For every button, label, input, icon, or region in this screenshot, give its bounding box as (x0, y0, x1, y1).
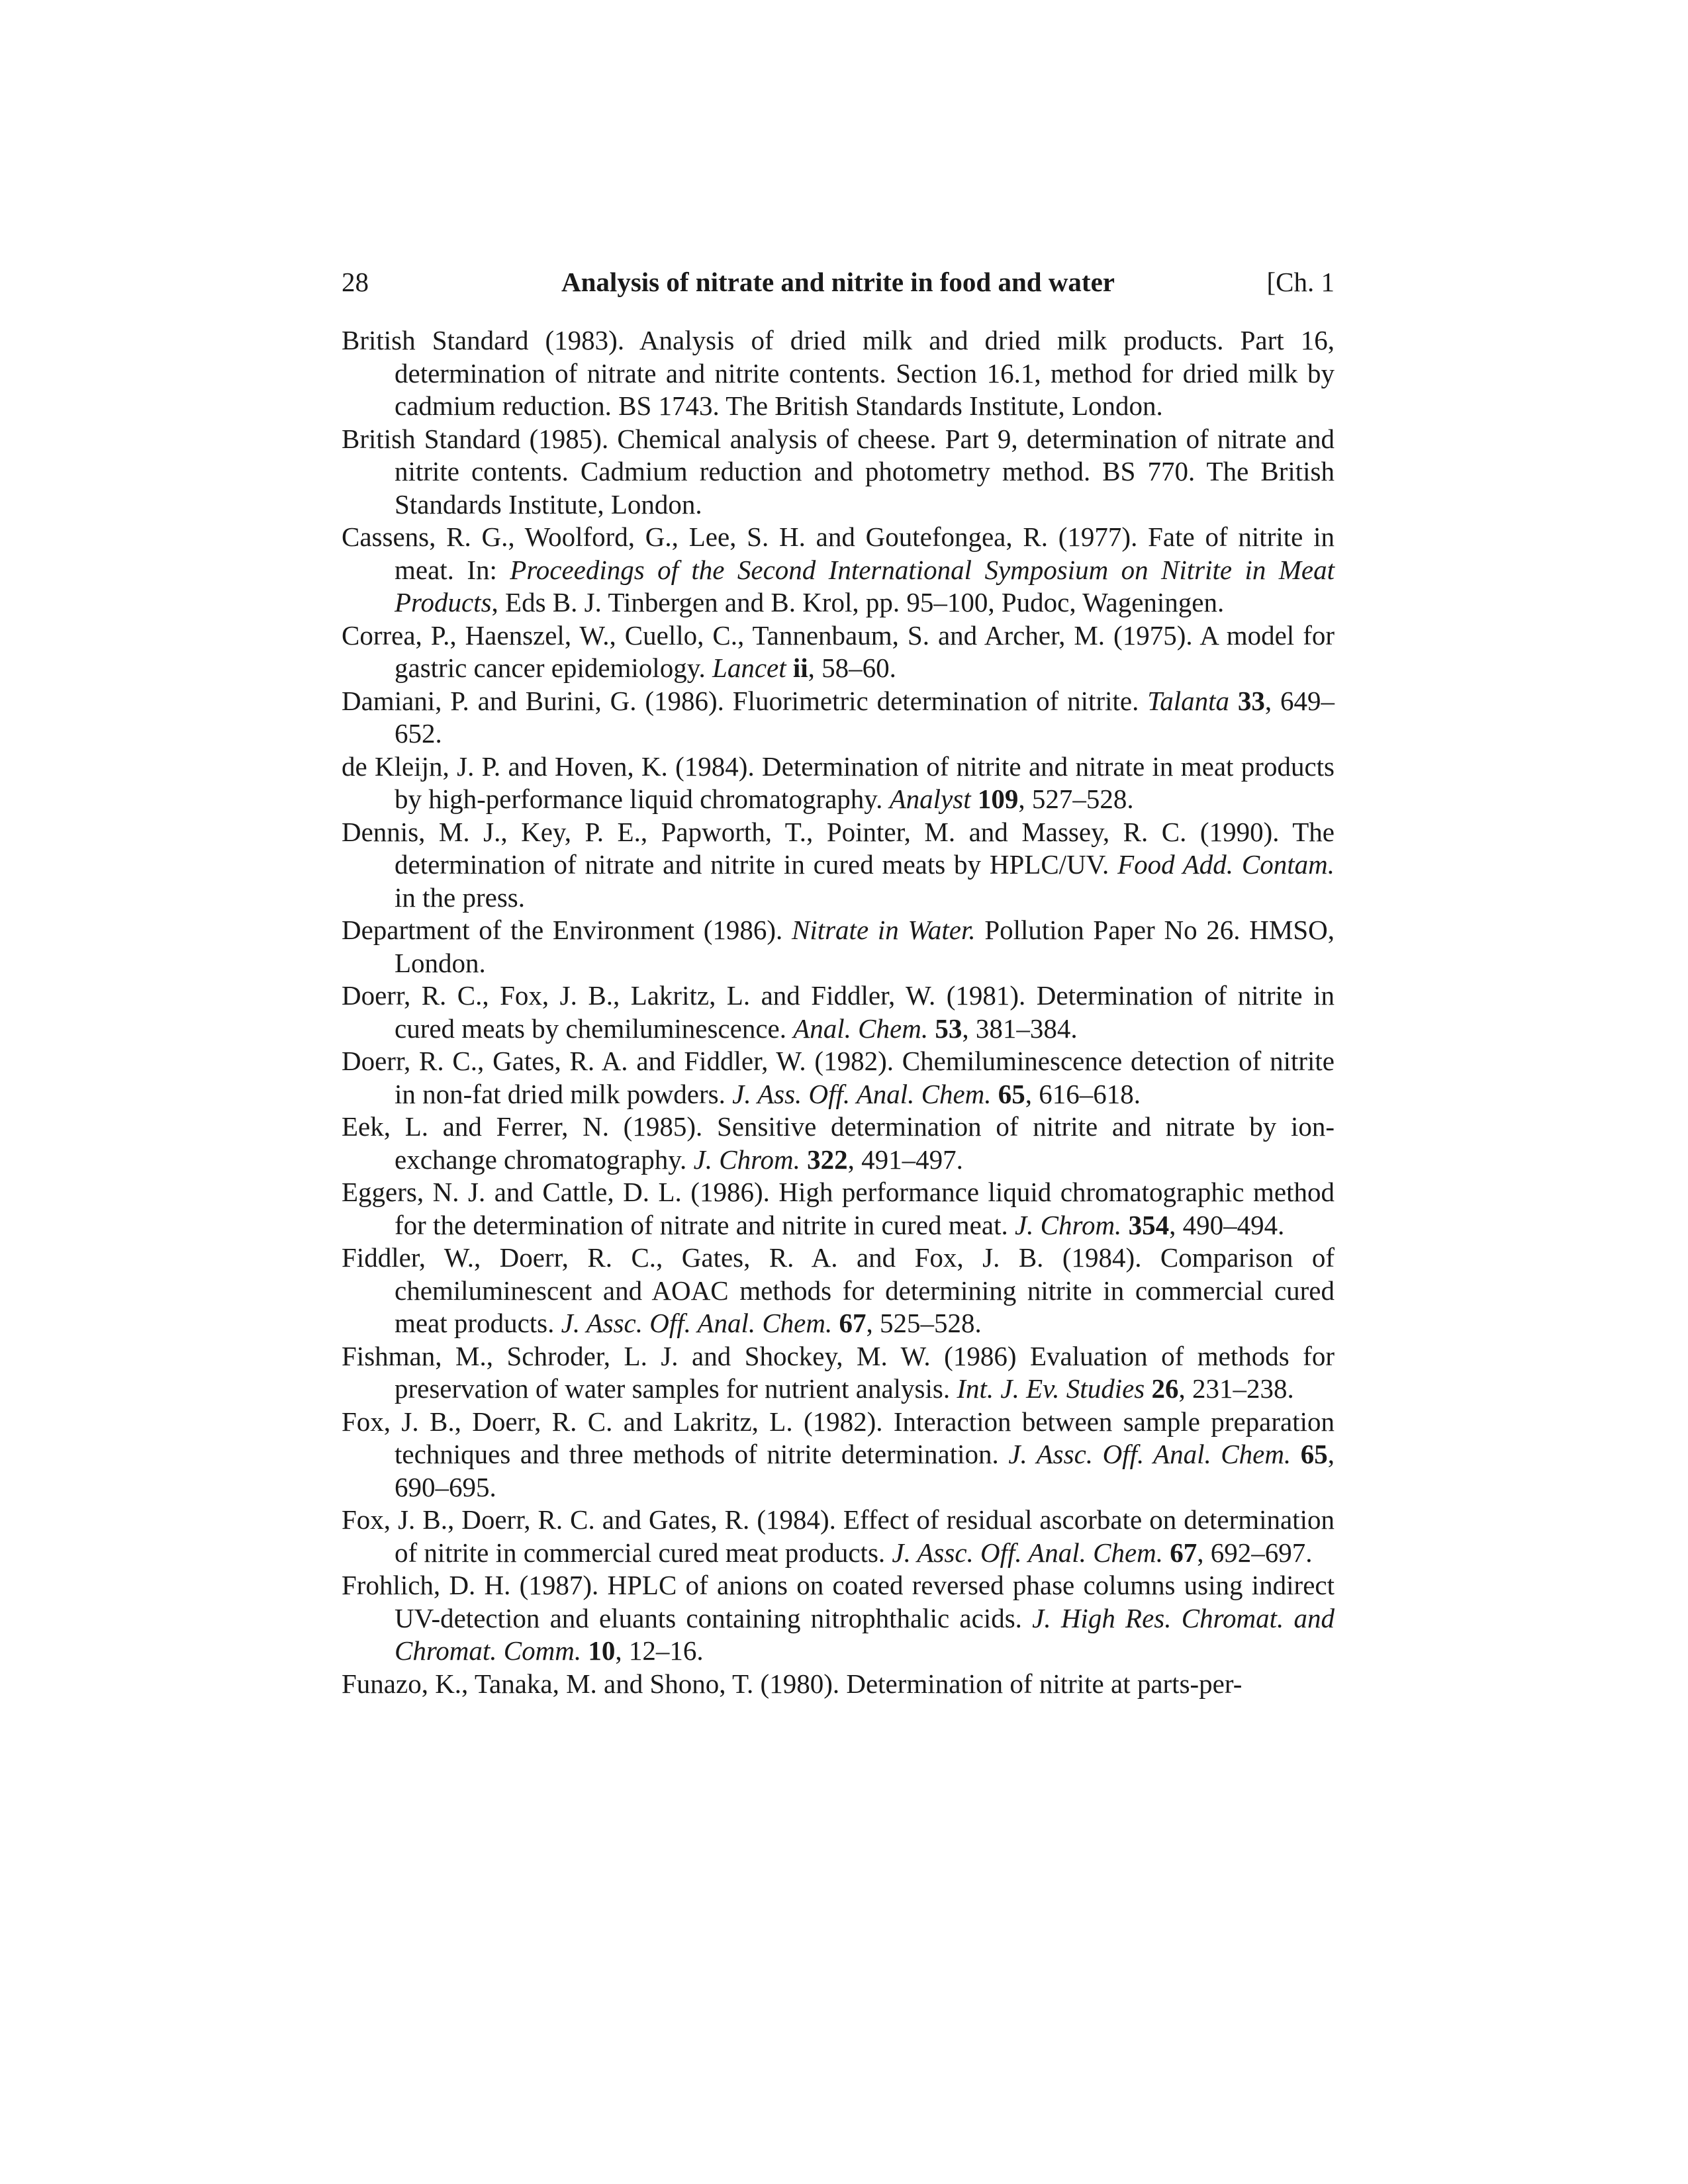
reference-journal: Anal. Chem. (793, 1013, 929, 1044)
reference-entry (342, 1504, 1335, 1569)
reference-separator (581, 1635, 588, 1666)
reference-entry (342, 324, 1335, 423)
running-head (342, 262, 1335, 302)
reference-pages: , Eds B. J. Tinbergen and B. Krol, pp. 95–100, Pudoc, Wageningen. (491, 587, 1225, 617)
reference-text: Funazo, K., Tanaka, M. and Shono, T. (1980). Determination of nitrite at parts-per- (342, 1668, 1243, 1699)
reference-entry (342, 1406, 1335, 1504)
reference-volume: 67 (839, 1308, 867, 1338)
reference-journal: Proceedings of the Second International Symposium on Nitrite in Meat Products (395, 554, 1335, 617)
reference-text: Doerr, R. C., Fox, J. B., Lakritz, L. and Fiddler, W. (1981). Determination of nitrite in cured meats by chemiluminescence. (342, 980, 1335, 1044)
reference-separator (928, 1013, 935, 1044)
reference-volume: ii (792, 653, 808, 683)
reference-entry (342, 1111, 1335, 1176)
reference-volume: 67 (1170, 1537, 1197, 1568)
reference-entry (342, 914, 1335, 979)
reference-separator (992, 1079, 998, 1109)
reference-separator (800, 1144, 807, 1175)
reference-text: British Standard (1983). Analysis of dried milk and dried milk products. Part 16, determination of nitrate and nitrite contents. Section 16.1, method for dried milk by cadmium reduction. BS 1743. The British Standards Institute, London. (342, 325, 1335, 421)
reference-volume: 65 (998, 1078, 1025, 1109)
reference-volume: 65 (1300, 1439, 1328, 1469)
reference-pages: , 692–697. (1197, 1537, 1313, 1568)
reference-entry (342, 1340, 1335, 1406)
reference-pages: , 527–528. (1018, 784, 1134, 814)
reference-journal: J. Assc. Off. Anal. Chem. (892, 1537, 1164, 1568)
reference-journal: J. Assc. Off. Anal. Chem. (561, 1308, 833, 1338)
chapter-label: [Ch. 1 (1266, 267, 1335, 297)
reference-pages: , 231–238. (1178, 1373, 1294, 1404)
reference-pages: , 616–618. (1025, 1078, 1141, 1109)
reference-separator (1163, 1537, 1170, 1568)
reference-journal: J. Ass. Off. Anal. Chem. (732, 1078, 992, 1109)
reference-volume: 33 (1237, 685, 1265, 716)
reference-text: Dennis, M. J., Key, P. E., Papworth, T., Pointer, M. and Massey, R. C. (1990). The determination of nitrate and nitrite in cured meats by HPLC/UV. (342, 816, 1335, 880)
reference-entry (342, 979, 1335, 1045)
reference-journal: Lancet (712, 653, 786, 683)
page-number: 28 (342, 267, 369, 297)
reference-text: Doerr, R. C., Gates, R. A. and Fiddler, W. (1982). Chemiluminescence detection of nitrite in non-fat dried milk powders. (342, 1046, 1335, 1109)
reference-entry (342, 619, 1335, 685)
reference-text: Cassens, R. G., Woolford, G., Lee, S. H. and Goutefongea, R. (1977). Fate of nitrite in meat. In: (342, 522, 1335, 585)
reference-journal: Nitrate in Water. (791, 915, 976, 945)
reference-volume: 322 (807, 1144, 848, 1175)
reference-pages: , 490–494. (1169, 1209, 1285, 1240)
reference-journal: J. Assc. Off. Anal. Chem. (1008, 1439, 1291, 1469)
reference-separator (1291, 1439, 1301, 1469)
reference-pages: , 649–652. (395, 685, 1335, 749)
reference-volume: 53 (935, 1013, 962, 1044)
reference-text: Department of the Environment (1986). (342, 915, 792, 945)
reference-entry (342, 685, 1335, 751)
reference-journal: Food Add. Contam. (1117, 849, 1335, 880)
reference-entry (342, 1176, 1335, 1242)
reference-separator (1229, 686, 1238, 716)
reference-entry (342, 423, 1335, 522)
reference-separator (1145, 1373, 1151, 1404)
reference-entry (342, 1569, 1335, 1668)
reference-volume: 10 (588, 1635, 616, 1666)
reference-journal: J. Chrom. (693, 1144, 800, 1175)
reference-entry (342, 1045, 1335, 1111)
reference-text: Fox, J. B., Doerr, R. C. and Lakritz, L. (1982). Interaction between sample preparation techniques and three methods of nitrite determination. (342, 1406, 1335, 1469)
reference-separator (786, 653, 793, 683)
reference-journal: J. High Res. Chromat. and Chromat. Comm. (395, 1602, 1335, 1666)
reference-separator (971, 784, 978, 814)
reference-volume: 26 (1151, 1373, 1179, 1404)
reference-entry (342, 521, 1335, 619)
reference-journal: Analyst (889, 784, 971, 814)
reference-pages: Pollution Paper No 26. HMSO, London. (395, 915, 1335, 978)
reference-separator (1121, 1210, 1128, 1240)
reference-entry (342, 751, 1335, 816)
reference-volume: 109 (977, 784, 1019, 814)
reference-text: Fox, J. B., Doerr, R. C. and Gates, R. (1984). Effect of residual ascorbate on determination of nitrite in commercial cured meat products. (342, 1504, 1335, 1568)
reference-text: Correa, P., Haenszel, W., Cuello, C., Tannenbaum, S. and Archer, M. (1975). A model for gastric cancer epidemiology. (342, 619, 1335, 683)
reference-separator (832, 1308, 839, 1338)
reference-pages: , 381–384. (962, 1013, 1078, 1044)
reference-pages: , 58–60. (808, 653, 896, 683)
reference-journal: J. Chrom. (1014, 1209, 1122, 1240)
reference-text: British Standard (1985). Chemical analysis of cheese. Part 9, determination of nitrate and nitrite contents. Cadmium reduction and photometry method. BS 770. The British Standards Institute, London. (342, 423, 1335, 520)
reference-text: Fishman, M., Schroder, L. J. and Shockey, M. W. (1986) Evaluation of methods for preservation of water samples for nutrient analysis. (342, 1340, 1335, 1404)
reference-entry (342, 816, 1335, 915)
running-title: Analysis of nitrate and nitrite in food and water (561, 267, 1115, 297)
reference-journal: Int. J. Ev. Studies (957, 1373, 1145, 1404)
reference-list (342, 324, 1335, 1700)
reference-pages: , 12–16. (615, 1635, 704, 1666)
reference-pages: in the press. (395, 882, 525, 913)
reference-pages: , 491–497. (847, 1144, 963, 1175)
reference-text: Frohlich, D. H. (1987). HPLC of anions on coated reversed phase columns using indirect UV-detection and eluants containing nitrophthalic acids. (342, 1570, 1335, 1633)
reference-volume: 354 (1128, 1209, 1170, 1240)
reference-text: Fiddler, W., Doerr, R. C., Gates, R. A. and Fox, J. B. (1984). Comparison of chemiluminescent and AOAC methods for determining nitrite in commercial cured meat products. (342, 1242, 1335, 1338)
reference-journal: Talanta (1147, 685, 1230, 716)
reference-pages: , 690–695. (395, 1439, 1335, 1502)
reference-text: Eggers, N. J. and Cattle, D. L. (1986). High performance liquid chromatographic method for the determination of nitrate and nitrite in cured meat. (342, 1177, 1335, 1240)
reference-entry (342, 1668, 1335, 1701)
reference-pages: , 525–528. (866, 1308, 982, 1338)
reference-text: Eek, L. and Ferrer, N. (1985). Sensitive determination of nitrite and nitrate by ion-exchange chromatography. (342, 1111, 1335, 1175)
reference-text: Damiani, P. and Burini, G. (1986). Fluorimetric determination of nitrite. (342, 685, 1148, 716)
reference-text: de Kleijn, J. P. and Hoven, K. (1984). Determination of nitrite and nitrate in meat products by high-performance liquid chromatography. (342, 751, 1335, 814)
reference-entry (342, 1242, 1335, 1340)
